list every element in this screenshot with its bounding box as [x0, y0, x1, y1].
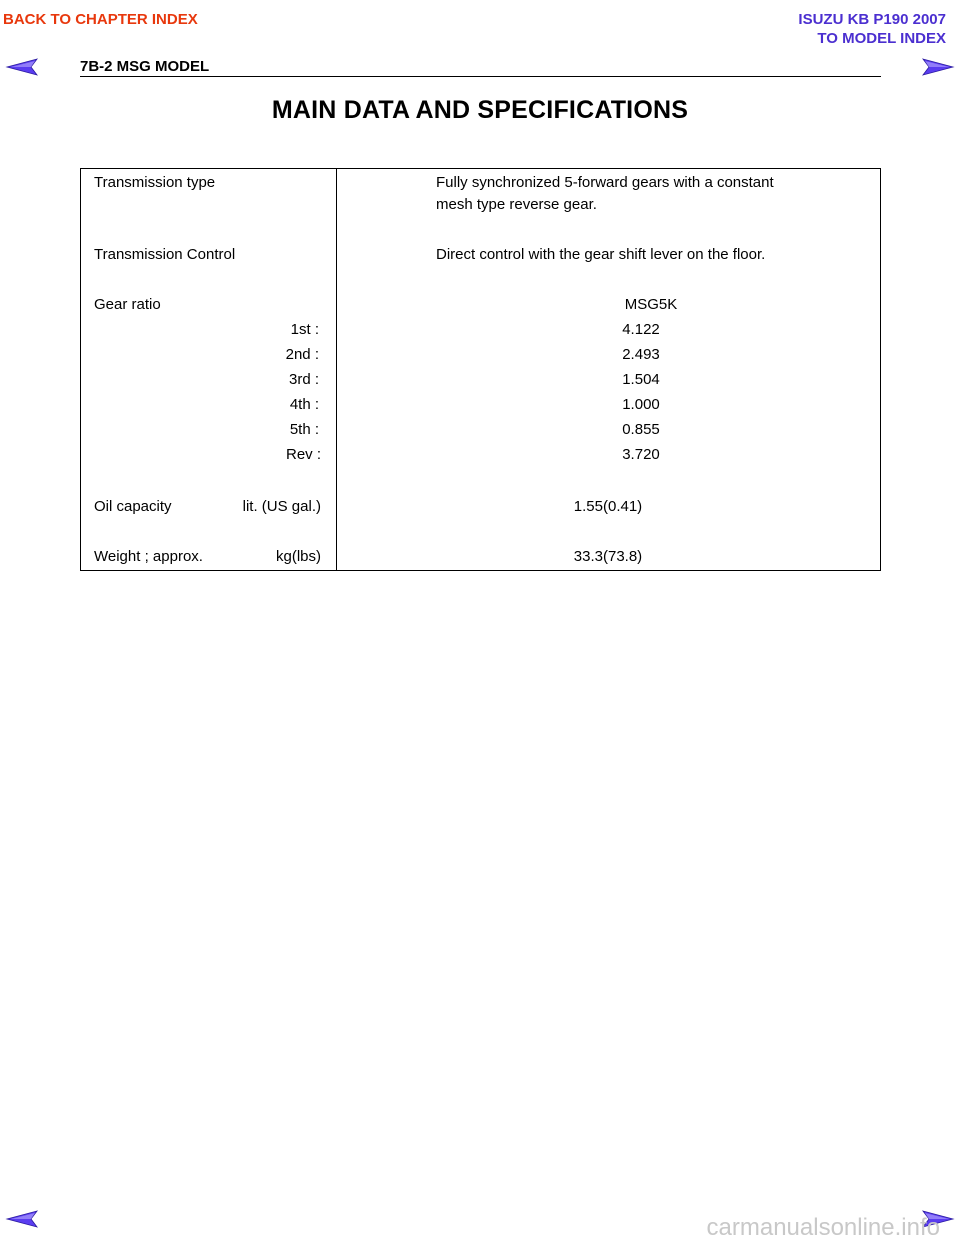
gear-ratio-value: 1.504	[622, 371, 660, 388]
spec-table	[80, 168, 881, 571]
transmission-type-label: Transmission type	[94, 174, 216, 191]
transmission-control-value: Direct control with the gear shift lever on the floor.	[436, 246, 766, 263]
back-to-chapter-index-link[interactable]: BACK TO CHAPTER INDEX	[3, 11, 198, 28]
header-rule	[80, 76, 881, 77]
weight-label: Weight ; approx.	[94, 548, 203, 565]
gear-ratio-value: 0.855	[622, 421, 660, 438]
gear-label: 3rd :	[288, 371, 319, 388]
watermark: carmanualsonline.info	[706, 1214, 940, 1241]
gear-label: Rev :	[285, 446, 321, 463]
transmission-type-value-line2: mesh type reverse gear.	[436, 196, 597, 213]
gear-ratio-model: MSG5K	[624, 296, 678, 313]
column-divider	[336, 169, 337, 570]
gear-ratio-value: 1.000	[622, 396, 660, 413]
gear-ratio-label: Gear ratio	[94, 296, 161, 313]
section-header: 7B-2 MSG MODEL	[80, 58, 210, 75]
gear-label: 1st :	[290, 321, 319, 338]
page-title: MAIN DATA AND SPECIFICATIONS	[271, 96, 689, 124]
gear-ratio-value: 4.122	[622, 321, 660, 338]
left-arrow-icon[interactable]	[5, 58, 39, 76]
left-arrow-icon[interactable]	[5, 1210, 39, 1228]
model-title-link[interactable]: ISUZU KB P190 2007	[798, 11, 946, 28]
gear-label: 5th :	[289, 421, 319, 438]
gear-ratio-value: 3.720	[622, 446, 660, 463]
oil-capacity-value: 1.55(0.41)	[573, 498, 643, 515]
gear-label: 2nd :	[285, 346, 319, 363]
weight-value: 33.3(73.8)	[573, 548, 643, 565]
gear-label: 4th :	[289, 396, 319, 413]
to-model-index-link[interactable]: TO MODEL INDEX	[817, 30, 946, 47]
oil-capacity-unit: lit. (US gal.)	[242, 498, 321, 515]
gear-ratio-value: 2.493	[622, 346, 660, 363]
oil-capacity-label: Oil capacity	[94, 498, 172, 515]
right-arrow-icon[interactable]	[921, 58, 955, 76]
transmission-type-value-line1: Fully synchronized 5-forward gears with a constant	[436, 174, 774, 191]
weight-unit: kg(lbs)	[275, 548, 321, 565]
transmission-control-label: Transmission Control	[94, 246, 236, 263]
